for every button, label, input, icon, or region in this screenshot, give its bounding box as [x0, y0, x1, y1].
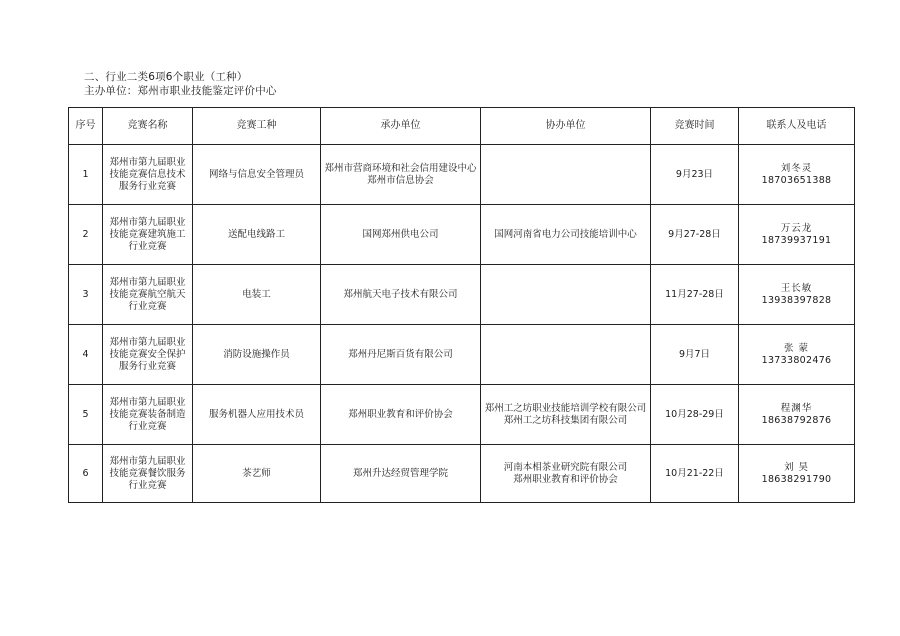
contact-phone: 18638291790	[761, 473, 832, 485]
header-time: 竞赛时间	[651, 108, 739, 145]
contact-name: 万云龙	[780, 222, 813, 234]
row-trade: 网络与信息安全管理员	[193, 145, 321, 205]
row-contact	[739, 265, 855, 325]
row-host: 郑州职业教育和评价协会	[321, 385, 481, 445]
row-time: 10月21-22日	[651, 445, 739, 503]
contact-name: 张 蒙	[783, 342, 810, 354]
row-time: 11月27-28日	[651, 265, 739, 325]
header-name: 竞赛名称	[103, 108, 193, 145]
header-host: 承办单位	[321, 108, 481, 145]
row-no: 6	[69, 445, 103, 503]
row-name: 郑州市第九届职业技能竞赛安全保护服务行业竞赛	[103, 325, 193, 385]
row-co-host: 郑州工之坊职业技能培训学校有限公司 郑州工之坊科技集团有限公司	[481, 385, 651, 445]
row-trade: 服务机器人应用技术员	[193, 385, 321, 445]
row-name: 郑州市第九届职业技能竞赛建筑施工行业竞赛	[103, 205, 193, 265]
header-co-host: 协办单位	[481, 108, 651, 145]
table-row	[69, 205, 855, 265]
contact-name: 刘 昊	[783, 461, 810, 473]
row-trade: 消防设施操作员	[193, 325, 321, 385]
header-contact: 联系人及电话	[739, 108, 855, 145]
row-time: 10月28-29日	[651, 385, 739, 445]
organizer-line: 主办单位：郑州市职业技能鉴定评价中心	[84, 85, 277, 97]
row-no: 1	[69, 145, 103, 205]
row-contact	[739, 325, 855, 385]
table-row	[69, 145, 855, 205]
contact-phone: 13733802476	[761, 354, 832, 366]
row-contact	[739, 205, 855, 265]
row-name: 郑州市第九届职业技能竞赛装备制造行业竞赛	[103, 385, 193, 445]
contact-phone: 18638792876	[761, 414, 832, 426]
row-contact	[739, 145, 855, 205]
header-no: 序号	[69, 108, 103, 145]
contact-name: 王长敏	[780, 282, 813, 294]
row-host: 郑州市营商环境和社会信用建设中心 郑州市信息协会	[321, 145, 481, 205]
row-time: 9月7日	[651, 325, 739, 385]
row-name: 郑州市第九届职业技能竞赛餐饮服务行业竞赛	[103, 445, 193, 503]
table-row	[69, 265, 855, 325]
row-name: 郑州市第九届职业技能竞赛信息技术服务行业竞赛	[103, 145, 193, 205]
row-host: 国网郑州供电公司	[321, 205, 481, 265]
row-co-host	[481, 325, 651, 385]
row-no: 5	[69, 385, 103, 445]
row-co-host: 河南本相茶业研究院有限公司 郑州职业教育和评价协会	[481, 445, 651, 503]
table-row	[69, 445, 855, 503]
row-host: 郑州升达经贸管理学院	[321, 445, 481, 503]
row-co-host	[481, 145, 651, 205]
competition-table	[68, 107, 855, 503]
contact-name: 刘冬灵	[780, 162, 813, 174]
table-row	[69, 325, 855, 385]
row-no: 3	[69, 265, 103, 325]
row-contact	[739, 385, 855, 445]
contact-phone: 18739937191	[761, 234, 832, 246]
row-trade: 茶艺师	[193, 445, 321, 503]
contact-phone: 13938397828	[761, 294, 832, 306]
row-host: 郑州丹尼斯百货有限公司	[321, 325, 481, 385]
row-host: 郑州航天电子技术有限公司	[321, 265, 481, 325]
row-co-host: 国网河南省电力公司技能培训中心	[481, 205, 651, 265]
table-header-row	[69, 108, 855, 145]
row-no: 2	[69, 205, 103, 265]
contact-name: 程渊华	[780, 402, 813, 414]
row-time: 9月23日	[651, 145, 739, 205]
contact-phone: 18703651388	[761, 174, 832, 186]
header-trade: 竞赛工种	[193, 108, 321, 145]
table-row	[69, 385, 855, 445]
row-name: 郑州市第九届职业技能竞赛航空航天行业竞赛	[103, 265, 193, 325]
row-time: 9月27-28日	[651, 205, 739, 265]
row-trade: 电装工	[193, 265, 321, 325]
row-no: 4	[69, 325, 103, 385]
section-title: 二、行业二类6项6个职业（工种）	[84, 71, 248, 83]
row-contact	[739, 445, 855, 503]
row-trade: 送配电线路工	[193, 205, 321, 265]
row-co-host	[481, 265, 651, 325]
